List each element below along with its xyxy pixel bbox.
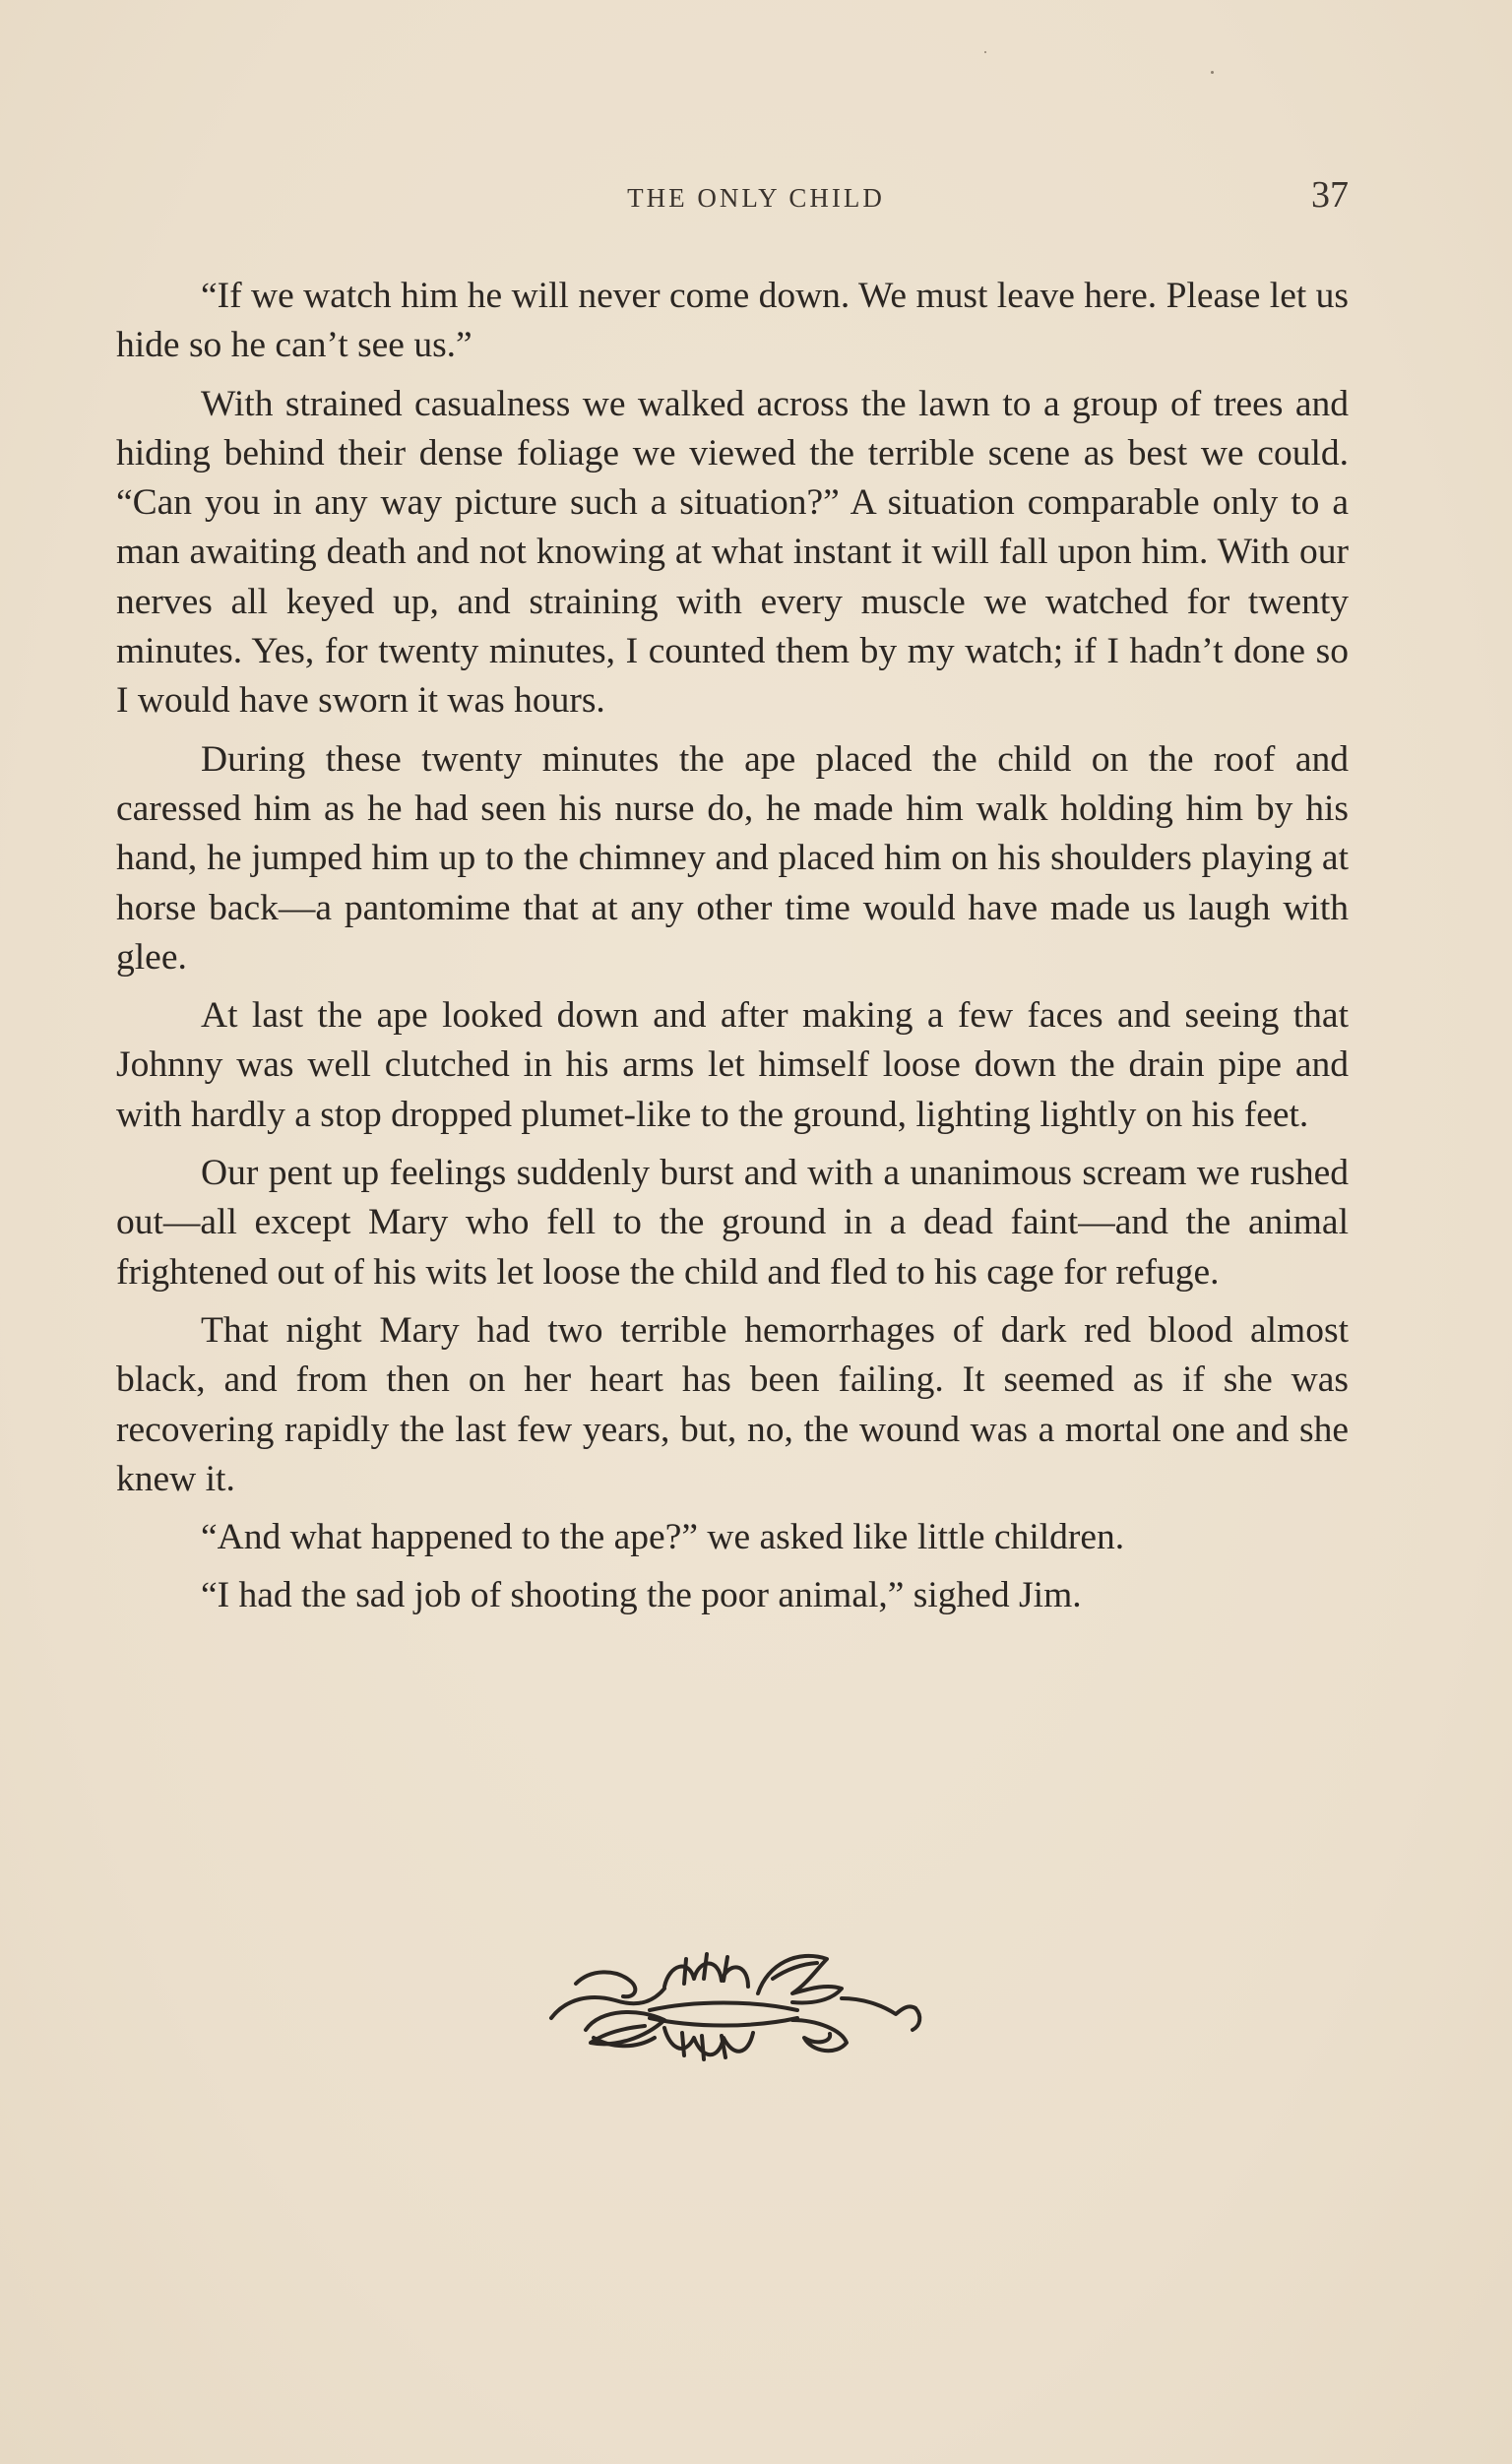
floral-ornament-icon — [546, 1939, 940, 2077]
paragraph: Our pent up feelings suddenly burst and with a unanimous scream we rushed out—all except Mary who fell to the ground in a dead faint—and the animal frightened out of his wits let loose the child and fled to his cage for refuge. — [116, 1153, 1349, 1293]
paragraph: “I had the sad job of shooting the poor animal,” sighed Jim. — [201, 1575, 1082, 1616]
page-number: 37 — [1311, 174, 1349, 216]
running-title: THE ONLY CHILD — [627, 183, 885, 213]
running-head — [0, 174, 1512, 222]
paragraph: During these twenty minutes the ape placed the child on the roof and caressed him as he had seen his nurse do, he made him walk holding him by his hand, he jumped him up to the chimney and placed him on his shoulders playing at horse back—a pantomime that at any other time would have made us laugh with glee. — [116, 738, 1349, 978]
paragraph: “If we watch him he will never come down. We must leave here. Please let us hide so he can’t see us.” — [116, 276, 1349, 366]
paper-speck — [984, 51, 986, 53]
paragraph: With strained casualness we walked across the lawn to a group of trees and hiding behind their dense foliage we viewed the terrible scene as best we could. “Can you in any way picture such a situation?” A situation comparable only to a man awaiting death and not knowing at what instant it will fall upon him. With our nerves all keyed up, and straining with every muscle we watched for twenty minutes. Yes, for twenty minutes, I counted them by my watch; if I hadn’t done so I would have sworn it was hours. — [116, 383, 1349, 722]
paragraph: At last the ape looked down and after making a few faces and seeing that Johnny was well clutched in his arms let himself loose down the drain pipe and with hardly a stop dropped plumet-like to the ground, lighting lightly on his feet. — [116, 995, 1349, 1135]
paragraph: “And what happened to the ape?” we asked like little children. — [201, 1517, 1125, 1558]
paper-speck — [1211, 71, 1214, 74]
body-text — [116, 272, 1349, 1630]
paragraph: That night Mary had two terrible hemorrhages of dark red blood almost black, and from then on her heart has been failing. It seemed as if she was recovering rapidly the last few years, but, no, the wound was a mortal one and she knew it. — [116, 1309, 1349, 1499]
